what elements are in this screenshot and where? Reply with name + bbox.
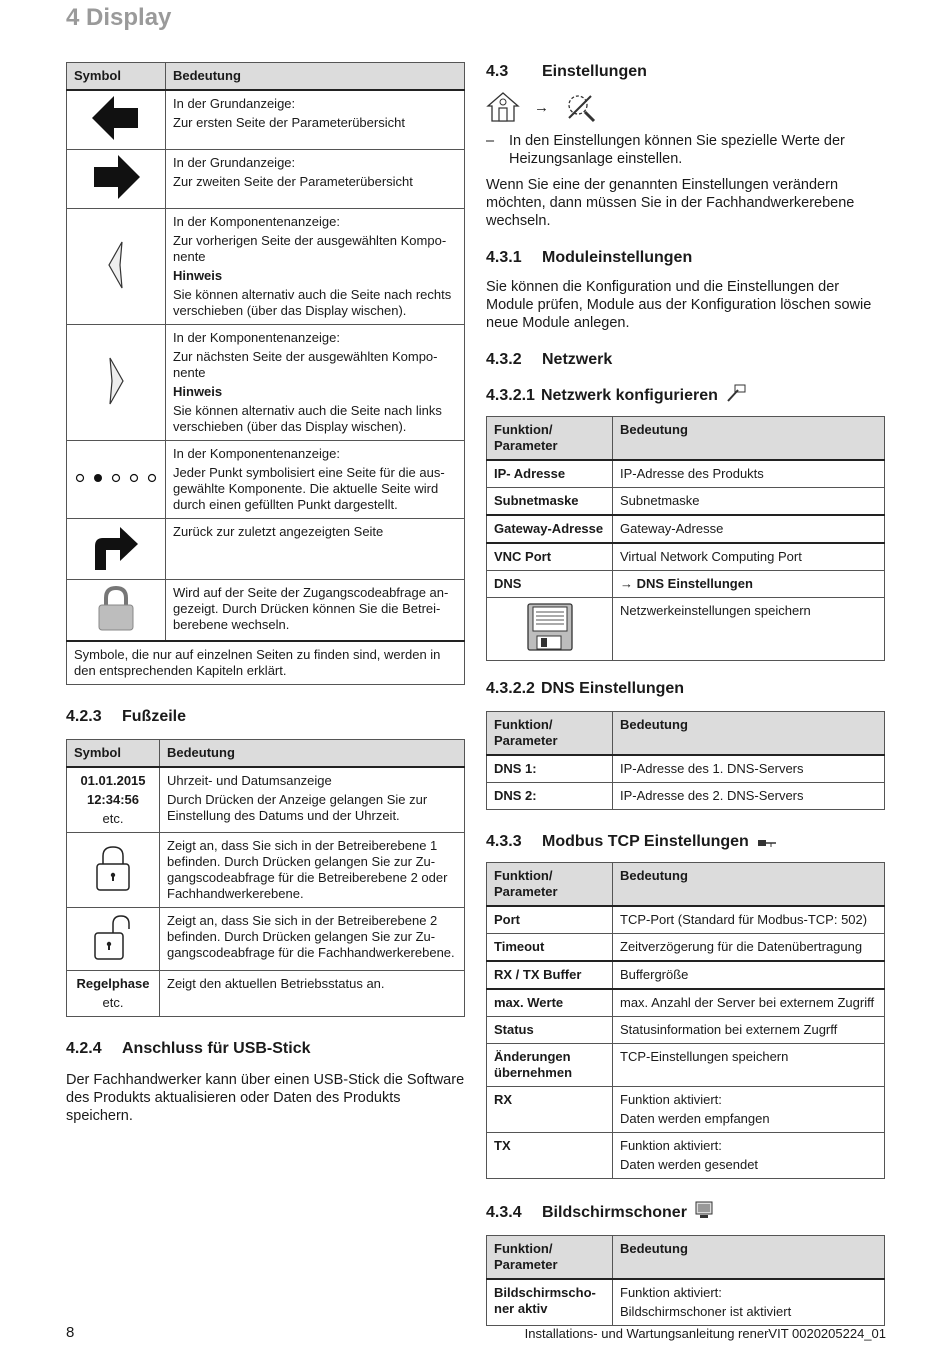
time-display: 12:34:56 <box>86 792 140 807</box>
section-heading-4-3-1 <box>486 248 885 268</box>
meaning-cell: TCP-Port (Standard für Modbus-TCP: 502) <box>613 906 885 934</box>
table-footnote: Symbole, die nur auf einzelnen Seiten zu finden sind, werden in den entsprechenden Kapiteln erklärt. <box>67 641 465 685</box>
param-cell: Subnetmaske <box>487 488 613 516</box>
param-cell: DNS 1: <box>487 755 613 783</box>
left-column <box>66 62 465 1125</box>
param-cell: TX <box>487 1133 613 1179</box>
monitor-icon <box>695 1201 713 1219</box>
table-header-param: Funktion/ Parameter <box>487 1236 613 1280</box>
section-title: Einstellungen <box>542 63 647 80</box>
page-dots-icon <box>74 472 158 484</box>
table-header-meaning: Bedeutung <box>613 1236 885 1280</box>
meaning-line: Uhrzeit- und Datumsanzeige <box>167 773 332 788</box>
section-heading-4-3-2-2 <box>486 679 885 699</box>
meaning-line: Zurück zur zuletzt angezeigten Seite <box>173 524 384 539</box>
meaning-line: Zur nächsten Seite der ausgewählten Komponente <box>173 349 438 380</box>
meaning-line: Jeder Punkt symbolisiert eine Seite für die ausgewählte Komponente. Die aktuelle Seite wird durch einen gefüllten Punkt dargestellt. <box>173 465 445 512</box>
section-number: 4.2.3 <box>66 708 102 725</box>
meaning-line: Daten werden empfangen <box>620 1111 770 1126</box>
lock-open-icon <box>93 913 133 961</box>
meaning-line: Bildschirmschoner ist aktiviert <box>620 1304 792 1319</box>
symbol-table <box>66 62 465 685</box>
padlock-icon <box>96 585 136 631</box>
table-footnote-row <box>67 641 465 685</box>
meaning-cell: Zeitverzögerung für die Datenübertragung <box>613 934 885 962</box>
hint-text: Sie können alternativ auch die Seite nach links verschieben (über das Display wischen). <box>173 403 442 434</box>
section-heading-4-2-4 <box>66 1039 465 1059</box>
section-heading-4-3-4 <box>486 1201 885 1223</box>
meaning-line: In der Komponentenanzeige: <box>173 446 340 461</box>
home-settings-icon <box>486 91 520 123</box>
section-number: 4.3.2.2 <box>486 680 535 697</box>
param-cell: Änderungen übernehmen <box>487 1044 613 1087</box>
table-row <box>487 906 885 934</box>
meaning-cell: Buffergröße <box>613 961 885 989</box>
section-number: 4.2.4 <box>66 1040 102 1057</box>
table-header-param: Funktion/ Parameter <box>487 417 613 461</box>
right-column <box>486 62 885 1326</box>
table-row <box>487 488 885 516</box>
section-heading-4-3-2-1 <box>486 384 885 406</box>
network-table <box>486 416 885 661</box>
table-row <box>67 971 465 1017</box>
dash-marker: – <box>486 133 495 149</box>
table-row <box>67 441 465 519</box>
table-row <box>67 209 465 325</box>
tools-icon <box>563 90 597 124</box>
settings-nav-path <box>486 90 885 124</box>
section-number: 4.3.3 <box>486 833 522 850</box>
meaning-line: Funktion aktiviert: <box>620 1285 722 1300</box>
section-number: 4.3 <box>486 63 509 80</box>
meaning-text: Zeigt den aktuellen Betriebsstatus an. <box>160 971 465 1017</box>
meaning-line: Zur zweiten Seite der Parameterübersicht <box>173 174 413 189</box>
hint-text: Sie können alternativ auch die Seite nach rechts verschieben (über das Display wischen). <box>173 287 452 318</box>
table-row <box>487 934 885 962</box>
table-row <box>67 580 465 642</box>
table-header-param: Funktion/ Parameter <box>487 712 613 756</box>
settings-paragraph: Wenn Sie eine der genannten Einstellungen verändern möchten, dann müssen Sie in der Fachhandwerkerebene wechseln. <box>486 177 855 229</box>
bullet-text: In den Einstellungen können Sie spezielle Werte der Heizungsanlage einstellen. <box>509 133 845 167</box>
meaning-line: In der Grundanzeige: <box>173 155 296 170</box>
usb-paragraph: Der Fachhandwerker kann über einen USB-Stick die Software des Produkts aktualisieren oder Daten des Produkts speichern. <box>66 1072 465 1124</box>
table-header-meaning: Bedeutung <box>613 863 885 907</box>
table-row <box>487 1017 885 1044</box>
table-row <box>487 1133 885 1179</box>
table-row <box>487 989 885 1017</box>
section-number: 4.3.1 <box>486 249 522 266</box>
bullet-item <box>486 132 885 168</box>
table-row <box>67 519 465 580</box>
screensaver-table <box>486 1235 885 1326</box>
network-plug-icon <box>757 838 777 848</box>
back-arrow-icon <box>92 524 140 570</box>
section-number: 4.3.4 <box>486 1204 522 1221</box>
meaning-cell: → DNS Einstellungen <box>613 571 885 598</box>
section-heading-4-3 <box>486 62 885 82</box>
table-row <box>487 1087 885 1133</box>
meaning-line: Zur vorherigen Seite der ausgewählten Komponente <box>173 233 447 264</box>
section-number: 4.3.2.1 <box>486 387 535 404</box>
section-title: Netzwerk <box>542 351 613 368</box>
table-row <box>487 543 885 571</box>
hint-title: Hinweis <box>173 268 223 283</box>
modbus-table <box>486 862 885 1179</box>
meaning-cell: IP-Adresse des Produkts <box>613 460 885 488</box>
date-display: 01.01.2015 <box>80 773 146 788</box>
table-row <box>487 1279 885 1326</box>
section-title: Bildschirmschoner <box>542 1204 687 1221</box>
meaning-line: In der Komponentenanzeige: <box>173 330 340 345</box>
param-cell: Timeout <box>487 934 613 962</box>
table-row <box>487 783 885 810</box>
section-title: DNS Einstellungen <box>540 680 685 697</box>
meaning-text: Zeigt an, dass Sie sich in der Betreiberebene 2 befinden. Durch Drücken gelangen Sie zur Zugangscodeabfrage für die Fachhandwerkerebene. <box>160 908 465 971</box>
meaning-cell: Statusinformation bei externem Zugrff <box>613 1017 885 1044</box>
param-cell: IP- Adresse <box>487 460 613 488</box>
table-row <box>487 1044 885 1087</box>
table-row <box>487 515 885 543</box>
table-row <box>487 460 885 488</box>
section-title: Fußzeile <box>122 708 187 725</box>
meaning-cell: TCP-Einstellungen speichern <box>613 1044 885 1087</box>
meaning-cell: IP-Adresse des 2. DNS-Servers <box>613 783 885 810</box>
save-disk-icon <box>527 603 573 651</box>
meaning-cell: Gateway-Adresse <box>613 515 885 543</box>
document-title: Installations- und Wartungsanleitung renerVIT 0020205224_01 <box>524 1326 886 1341</box>
chevron-right-icon <box>106 356 126 406</box>
param-cell: RX <box>487 1087 613 1133</box>
meaning-line: Durch Drücken der Anzeige gelangen Sie zur Einstellung des Datums und der Uhrzeit. <box>167 792 428 823</box>
chevron-left-icon <box>106 240 126 290</box>
lock-closed-icon <box>94 844 132 892</box>
meaning-line: Funktion aktiviert: <box>620 1092 722 1107</box>
meaning-line: In der Grundanzeige: <box>173 96 296 111</box>
table-header-meaning: Bedeutung <box>160 740 465 768</box>
meaning-line: Funktion aktiviert: <box>620 1138 722 1153</box>
table-row <box>67 150 465 209</box>
arrow-right-icon <box>92 155 140 199</box>
param-cell: max. Werte <box>487 989 613 1017</box>
regelphase-label: Regelphase <box>76 976 150 991</box>
param-cell: VNC Port <box>487 543 613 571</box>
table-row <box>67 325 465 441</box>
page-number: 8 <box>66 1324 75 1341</box>
meaning-cell: IP-Adresse des 1. DNS-Servers <box>613 755 885 783</box>
section-title: Anschluss für USB-Stick <box>122 1040 311 1057</box>
param-cell: RX / TX Buffer <box>487 961 613 989</box>
param-cell: Port <box>487 906 613 934</box>
param-cell: Bildschirmschoner aktiv <box>487 1279 613 1326</box>
network-config-icon <box>726 384 746 402</box>
meaning-cell: Virtual Network Computing Port <box>613 543 885 571</box>
table-row <box>487 961 885 989</box>
param-cell: Gateway-Adresse <box>487 515 613 543</box>
table-row <box>67 908 465 971</box>
meaning-line: Zur ersten Seite der Parameterübersicht <box>173 115 405 130</box>
meaning-text: Zeigt an, dass Sie sich in der Betreiberebene 1 befinden. Durch Drücken gelangen Sie zur Zugangscodeabfrage für die Betreiberebene 2 oder Fachhandwerkerebene. <box>160 833 465 908</box>
section-title: Modbus TCP Einstellungen <box>542 833 749 850</box>
meaning-line: Daten werden gesendet <box>620 1157 759 1172</box>
param-cell: Status <box>487 1017 613 1044</box>
meaning-line: Wird auf der Seite der Zugangscodeabfrage angezeigt. Durch Drücken können Sie die Betreiberebene wechseln. <box>173 585 449 632</box>
meaning-line: In der Komponentenanzeige: <box>173 214 340 229</box>
param-cell: DNS 2: <box>487 783 613 810</box>
section-title: Netzwerk konfigurieren <box>540 387 718 404</box>
meaning-cell: Netzwerkeinstellungen speichern <box>613 598 885 661</box>
etc-label: etc. <box>102 811 124 826</box>
table-row <box>67 833 465 908</box>
arrow-left-icon <box>92 96 140 140</box>
table-row <box>487 571 885 598</box>
footer-symbol-table <box>66 739 465 1017</box>
meaning-cell: max. Anzahl der Server bei externem Zugriff <box>613 989 885 1017</box>
table-header-symbol: Symbol <box>67 740 160 768</box>
table-header-meaning: Bedeutung <box>613 712 885 756</box>
dns-table <box>486 711 885 810</box>
table-header-param: Funktion/ Parameter <box>487 863 613 907</box>
module-paragraph: Sie können die Konfiguration und die Einstellungen der Module prüfen, Module aus der Konfiguration löschen sowie neue Module anlegen. <box>486 279 872 331</box>
table-row <box>487 598 885 661</box>
section-heading-4-3-2 <box>486 350 885 370</box>
section-heading-4-3-3 <box>486 832 885 852</box>
page-header-title: 4 Display <box>66 4 172 31</box>
hint-title: Hinweis <box>173 384 223 399</box>
section-number: 4.3.2 <box>486 351 522 368</box>
table-header-symbol: Symbol <box>67 63 166 91</box>
table-row <box>67 767 465 833</box>
table-header-meaning: Bedeutung <box>613 417 885 461</box>
nav-arrow: → <box>534 98 549 116</box>
section-title: Moduleinstellungen <box>542 249 693 266</box>
section-heading-4-2-3 <box>66 707 465 727</box>
table-row <box>67 90 465 150</box>
param-cell: DNS <box>487 571 613 598</box>
table-row <box>487 755 885 783</box>
table-header-meaning: Bedeutung <box>166 63 465 91</box>
meaning-cell: Subnetmaske <box>613 488 885 516</box>
etc-label: etc. <box>102 995 124 1010</box>
